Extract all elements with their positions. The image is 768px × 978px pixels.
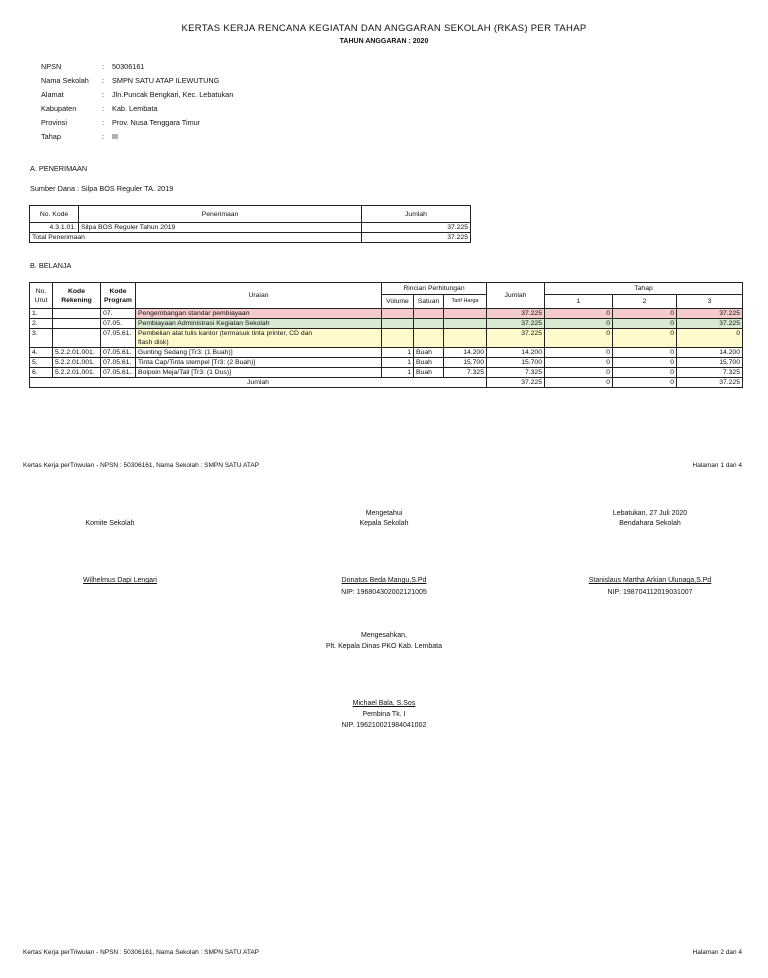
total-jumlah: 37.225: [487, 378, 545, 388]
total-label: Jumlah: [30, 378, 487, 388]
table-row: [30, 223, 471, 233]
no-cell: 3.: [30, 329, 53, 348]
program-cell: 07.05.61.: [101, 358, 136, 368]
identity-label: NPSN: [41, 62, 62, 71]
rekening-cell: 5.2.2.01.001.: [53, 368, 101, 378]
document-subtitle: TAHUN ANGGARAN : 2020: [339, 38, 429, 45]
header-volume: Volume: [382, 295, 414, 309]
uraian-cell: Pengembangan standar pembiayaan: [136, 309, 382, 319]
uraian-cell: Tinta Cap/Tinta stempel [Tr3: (2 Buah)]: [136, 358, 382, 368]
kepala-nip: NIP: 196804302002121005: [341, 589, 427, 596]
program-cell: 07.05.: [101, 319, 136, 329]
volume-cell: 1: [382, 358, 414, 368]
identity-value: Jln.Puncak Bengkari, Kec. Lebatukan: [112, 90, 234, 99]
tahap3-cell: 7.325: [677, 368, 743, 378]
table-row: [30, 358, 743, 368]
identity-label: Provinsi: [41, 118, 67, 127]
tahap3-cell: 37.225: [677, 309, 743, 319]
tahap3-cell: 14.200: [677, 348, 743, 358]
tahap2-cell: 0: [613, 358, 677, 368]
volume-cell: 1: [382, 368, 414, 378]
identity-value: Kab. Lembata: [112, 104, 158, 113]
identity-value: III: [112, 132, 119, 141]
jumlah-cell: 15.700: [487, 358, 545, 368]
table-row: [30, 348, 743, 358]
header-tahap-1: 1: [545, 295, 613, 309]
tahap3-cell: 0: [677, 329, 743, 348]
tahap2-cell: 0: [613, 348, 677, 358]
kepala-role: Kepala Sekolah: [359, 520, 409, 527]
header-satuan: Satuan: [414, 295, 444, 309]
tahap1-cell: 0: [545, 348, 613, 358]
no-cell: 4.: [30, 348, 53, 358]
header-tahap-3: 3: [677, 295, 743, 309]
identity-label: Kabupaten: [41, 104, 77, 113]
header-tahap: Tahap: [545, 283, 743, 295]
identity-label: Alamat: [41, 90, 64, 99]
column-header: Penerimaan: [79, 206, 362, 223]
header-no-urut: No. Urut: [30, 283, 53, 309]
jumlah-cell: 37.225: [362, 223, 471, 233]
bendahara-name: Stanislaus Martha Arkian Ulunaga,S.Pd: [588, 577, 712, 584]
tarif-cell: 7.325: [444, 368, 487, 378]
uraian-cell: Gunting Sedang [Tr3: (1 Buah)]: [136, 348, 382, 358]
rekening-cell: [53, 329, 101, 348]
bendahara-nip: NIP: 198704112019031007: [607, 589, 693, 596]
total-value: 37.225: [362, 233, 471, 243]
table-row: [30, 329, 743, 348]
tahap2-cell: 0: [613, 329, 677, 348]
identity-label: Nama Sekolah: [41, 76, 89, 85]
no-cell: 2.: [30, 319, 53, 329]
header-tahap-2: 2: [613, 295, 677, 309]
program-cell: 07.: [101, 309, 136, 319]
dinas-nip: NIP. 196210021984041002: [341, 722, 427, 729]
footer-note: Kertas Kerja perTriwulan - NPSN : 50306161, Nama Sekolah : SMPN SATU ATAP: [23, 949, 260, 956]
tahap3-cell: 37.225: [677, 319, 743, 329]
program-cell: 07.05.61.: [101, 348, 136, 358]
place-date: Lebatukan, 27 Juli 2020: [612, 510, 688, 517]
program-cell: 07.05.61.: [101, 368, 136, 378]
header-kode-rekening: Kode Rekening: [53, 283, 101, 309]
mengesahkan-label: Mengesahkan,: [361, 632, 407, 639]
tahap2-cell: 0: [613, 309, 677, 319]
program-cell: 07.05.61.: [101, 329, 136, 348]
tarif-cell: 14.200: [444, 348, 487, 358]
satuan-cell: Buah: [414, 368, 444, 378]
komite-role: Komite Sekolah: [85, 520, 135, 527]
penerimaan-heading: A. PENERIMAAN: [30, 164, 88, 173]
jumlah-cell: 37.225: [487, 319, 545, 329]
total-label: Total Penerimaan: [30, 233, 362, 243]
dinas-rank: Pembina Tk. I: [362, 711, 406, 718]
no-cell: 1.: [30, 309, 53, 319]
footer-note: Kertas Kerja perTriwulan - NPSN : 50306161, Nama Sekolah : SMPN SATU ATAP: [23, 462, 260, 469]
rekening-cell: [53, 309, 101, 319]
tahap1-cell: 0: [545, 368, 613, 378]
total-row: [30, 378, 743, 388]
tahap1-cell: 0: [545, 309, 613, 319]
table-row: [30, 319, 743, 329]
header-uraian: Uraian: [136, 283, 382, 309]
page-number: Halaman 1 dari 4: [692, 462, 742, 469]
satuan-cell: Buah: [414, 348, 444, 358]
uraian-cell: Pembiayaan Administrasi Kegiatan Sekolah: [136, 319, 382, 329]
page-number: Halaman 2 dari 4: [692, 949, 742, 956]
header-tarif: Tarif Harga: [444, 295, 487, 309]
jumlah-cell: 37.225: [487, 329, 545, 348]
jumlah-cell: 37.225: [487, 309, 545, 319]
jumlah-cell: 7.325: [487, 368, 545, 378]
identity-value: 50306161: [112, 62, 145, 71]
kode-cell: 4.3.1.01.: [30, 223, 79, 233]
jumlah-cell: 14.200: [487, 348, 545, 358]
sumber-dana: Sumber Dana : Silpa BOS Reguler TA. 2019: [30, 184, 174, 193]
identity-value: SMPN SATU ATAP ILEWUTUNG: [112, 76, 220, 85]
belanja-table: [29, 282, 743, 388]
total-tahap1: 0: [545, 378, 613, 388]
rekening-cell: 5.2.2.01.001.: [53, 348, 101, 358]
bendahara-role: Bendahara Sekolah: [619, 520, 681, 527]
no-cell: 6.: [30, 368, 53, 378]
mengetahui-label: Mengetahui: [365, 510, 403, 517]
tahap1-cell: 0: [545, 358, 613, 368]
column-header: Jumlah: [362, 206, 471, 223]
satuan-cell: Buah: [414, 358, 444, 368]
penerimaan-cell: Silpa BOS Reguler Tahun 2019: [79, 223, 362, 233]
header-jumlah: Jumlah: [487, 283, 545, 309]
belanja-heading: B. BELANJA: [30, 261, 72, 270]
tahap2-cell: 0: [613, 319, 677, 329]
total-tahap3: 37.225: [677, 378, 743, 388]
header-kode-program: Kode Program: [101, 283, 136, 309]
kepala-name: Donatus Beda Mangu,S.Pd: [341, 577, 427, 584]
tahap1-cell: 0: [545, 319, 613, 329]
rekening-cell: [53, 319, 101, 329]
total-row: [30, 233, 471, 243]
volume-cell: 1: [382, 348, 414, 358]
total-tahap2: 0: [613, 378, 677, 388]
column-header: No. Kode: [30, 206, 79, 223]
uraian-cell: Bolpoin Meja/Tali [Tr3: (1 Dus)]: [136, 368, 382, 378]
uraian-cell: Pembelian alat tulis kantor (termasuk tinta printer, CD dan flash disk): [136, 329, 382, 348]
tarif-cell: 15.700: [444, 358, 487, 368]
tahap1-cell: 0: [545, 329, 613, 348]
penerimaan-table: [29, 205, 471, 243]
identity-label: Tahap: [41, 132, 61, 141]
tahap3-cell: 15.700: [677, 358, 743, 368]
table-row: [30, 309, 743, 319]
table-row: [30, 368, 743, 378]
komite-name: Wilhelmus Dapi Lengari: [83, 577, 157, 584]
rekening-cell: 5.2.2.01.001.: [53, 358, 101, 368]
document-title: KERTAS KERJA RENCANA KEGIATAN DAN ANGGARAN SEKOLAH (RKAS) PER TAHAP: [181, 23, 587, 34]
dinas-role: Plt. Kepala Dinas PKO Kab. Lembata: [326, 643, 442, 650]
header-rincian: Rincian Perhitungan: [382, 283, 487, 295]
no-cell: 5.: [30, 358, 53, 368]
dinas-name: Michael Bala, S.Sos: [352, 700, 416, 707]
identity-value: Prov. Nusa Tenggara Timur: [112, 118, 201, 127]
tahap2-cell: 0: [613, 368, 677, 378]
